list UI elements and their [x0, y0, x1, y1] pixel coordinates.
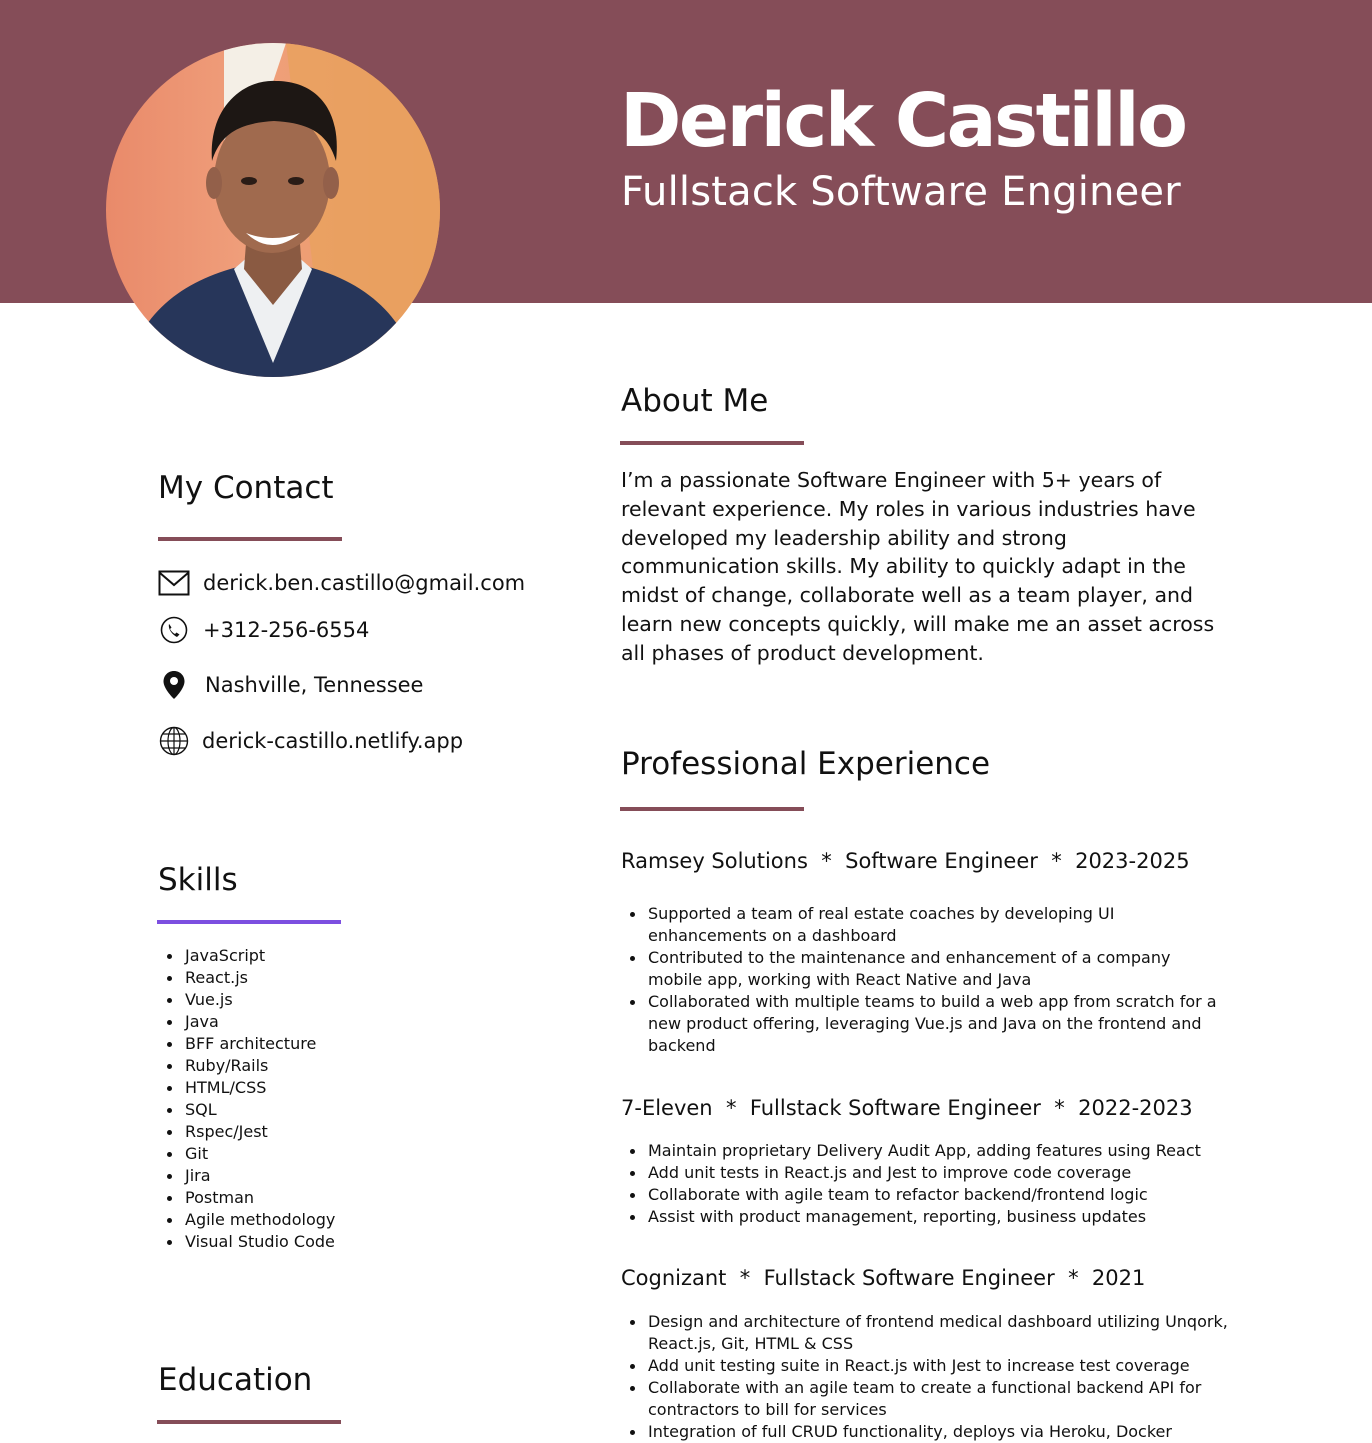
job-bullet: Design and architecture of frontend medical dashboard utilizing Unqork, React.js, Git, HTML & CSS: [621, 1311, 1233, 1355]
contact-website[interactable]: derick-castillo.netlify.app: [202, 729, 464, 753]
job-bullet: Assist with product management, reporting, business updates: [621, 1206, 1221, 1228]
phone-icon: [158, 614, 190, 646]
location-pin-icon: [158, 669, 190, 701]
skill-item: Ruby/Rails: [158, 1055, 335, 1077]
contact-website-row[interactable]: [158, 724, 463, 758]
job-bullet: Add unit tests in React.js and Jest to improve code coverage: [621, 1162, 1221, 1184]
globe-icon: [158, 725, 190, 757]
job-bullet: Contributed to the maintenance and enhancement of a company mobile app, working with React Native and Java: [621, 947, 1221, 991]
skill-item: BFF architecture: [158, 1033, 335, 1055]
contact-phone[interactable]: +312-256-6554: [203, 618, 370, 642]
about-heading: About Me: [621, 383, 769, 419]
skill-item: Vue.js: [158, 989, 335, 1011]
skill-item: Git: [158, 1143, 335, 1165]
person-title: Fullstack Software Engineer: [621, 169, 1181, 215]
job-title: Ramsey Solutions * Software Engineer * 2023-2025: [621, 849, 1190, 873]
profile-photo: [106, 43, 440, 377]
contact-heading-rule: [158, 537, 342, 541]
job-bullets: [621, 903, 1221, 1057]
contact-email[interactable]: derick.ben.castillo@gmail.com: [203, 571, 526, 595]
skills-list: [158, 945, 335, 1253]
skills-heading-rule: [157, 920, 341, 924]
skill-item: Postman: [158, 1187, 335, 1209]
experience-heading: Professional Experience: [621, 746, 991, 782]
skill-item: JavaScript: [158, 945, 335, 967]
skill-item: Rspec/Jest: [158, 1121, 335, 1143]
job-bullet: Supported a team of real estate coaches by developing UI enhancements on a dashboard: [621, 903, 1221, 947]
contact-location: Nashville, Tennessee: [205, 673, 424, 697]
skill-item: Jira: [158, 1165, 335, 1187]
education-heading: Education: [158, 1362, 313, 1398]
skills-heading: Skills: [158, 862, 238, 898]
job-bullet: Collaborate with an agile team to create a functional backend API for contractors to bill for services: [621, 1377, 1233, 1421]
job-bullet: Collaborate with agile team to refactor backend/frontend logic: [621, 1184, 1221, 1206]
job-bullets: [621, 1140, 1221, 1228]
skill-item: Agile methodology: [158, 1209, 335, 1231]
job-bullet: Collaborated with multiple teams to build a web app from scratch for a new product offering, leveraging Vue.js and Java on the frontend and backend: [621, 991, 1221, 1057]
about-heading-rule: [620, 441, 804, 445]
job-bullet: Maintain proprietary Delivery Audit App, adding features using React: [621, 1140, 1221, 1162]
contact-location-row: [158, 668, 423, 702]
contact-phone-row[interactable]: [158, 613, 369, 647]
skill-item: Visual Studio Code: [158, 1231, 335, 1253]
job-bullet: Integration of full CRUD functionality, deploys via Heroku, Docker: [621, 1421, 1233, 1443]
about-text: I’m a passionate Software Engineer with 5+ years of relevant experience. My roles in various industries have developed my leadership ability and strong communication skills. My ability to quickly adapt in the midst of change, collaborate well as a team player, and learn new concepts quickly, will make me an asset across all phases of product development.: [621, 468, 1215, 665]
job-bullet: Add unit testing suite in React.js with Jest to increase test coverage: [621, 1355, 1233, 1377]
skill-item: SQL: [158, 1099, 335, 1121]
education-heading-rule: [157, 1420, 341, 1424]
mail-icon: [158, 567, 190, 599]
job-title: Cognizant * Fullstack Software Engineer * 2021: [621, 1266, 1146, 1290]
job-title: 7-Eleven * Fullstack Software Engineer * 2022-2023: [621, 1096, 1193, 1120]
contact-email-row[interactable]: [158, 566, 525, 600]
skill-item: Java: [158, 1011, 335, 1033]
experience-heading-rule: [620, 807, 804, 811]
contact-heading: My Contact: [158, 470, 334, 506]
skill-item: React.js: [158, 967, 335, 989]
skill-item: HTML/CSS: [158, 1077, 335, 1099]
job-bullets: [621, 1311, 1233, 1443]
person-name: Derick Castillo: [620, 78, 1186, 164]
